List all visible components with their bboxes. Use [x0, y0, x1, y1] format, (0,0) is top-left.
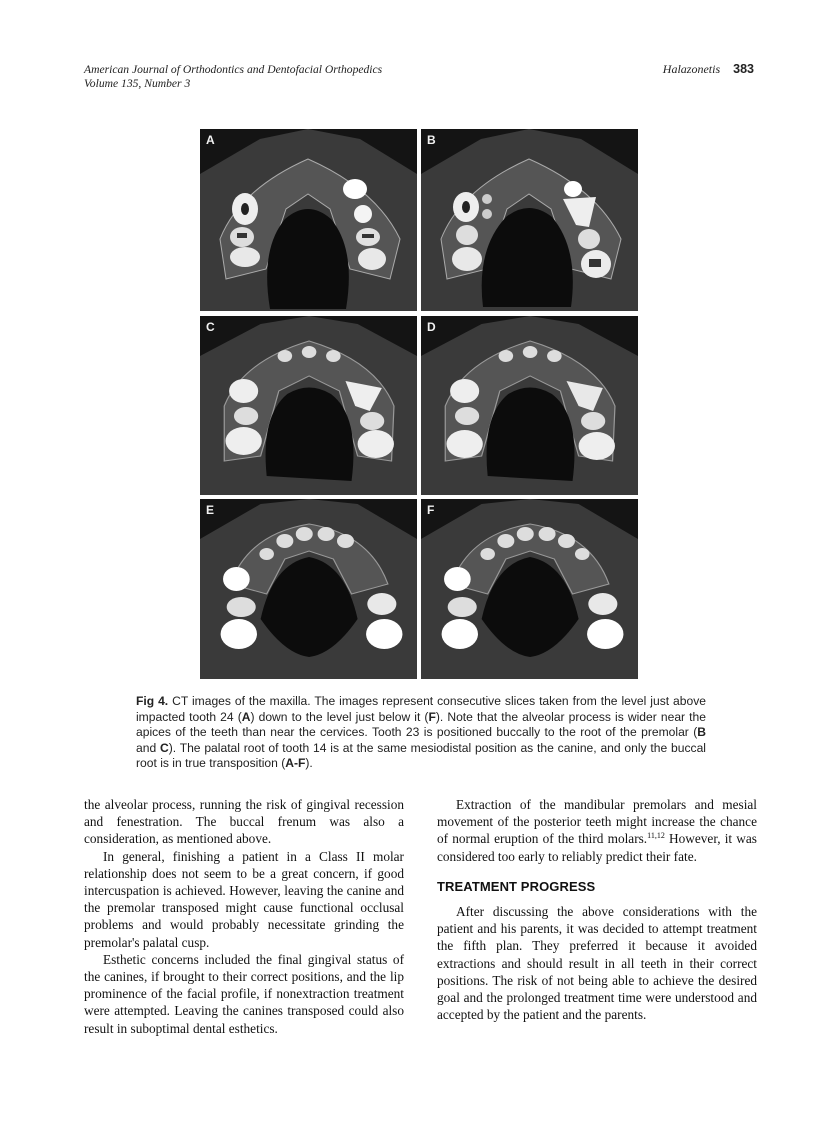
paragraph: In general, finishing a patient in a Class II molar relationship does not seem to be a great concern, if good intercuspation is achieved. However, leaving the canine and the premolar transposed might cause functional occlusal problems and would probably necessitate grinding the premolar's palatal cusp.: [84, 848, 404, 950]
caption-text: CT images of the maxilla. The images represent consecutive slices taken from the level just above impacted tooth 24 (: [136, 694, 706, 724]
ct-scan-image: [200, 316, 417, 495]
ct-panel-d: [421, 316, 638, 495]
body-column-left: [84, 796, 404, 1037]
ct-panel-a: [200, 129, 417, 311]
paragraph: [437, 796, 757, 865]
figure-caption: [136, 694, 706, 772]
ct-scan-image: [421, 129, 638, 311]
panel-label: A: [206, 133, 215, 147]
author-name: Halazonetis: [662, 62, 721, 76]
panel-label: F: [427, 503, 435, 517]
ct-panel-e: [200, 499, 417, 679]
caption-ref: F: [428, 709, 436, 724]
figure-label: Fig 4.: [136, 694, 169, 708]
paragraph-text: Extraction of the mandibular premolars and mesial movement of the posterior teeth might increase the chance of normal eruption of the third molars.: [437, 797, 757, 847]
figure-ct-grid: [200, 129, 638, 679]
body-column-right: [437, 796, 757, 1023]
panel-label: C: [206, 319, 215, 334]
journal-title: American Journal of Orthodontics and Dentofacial Orthopedics: [84, 63, 383, 76]
caption-text: ). Note that the alveolar process is wider near the apices of the teeth than near the cervices. Tooth 23 is positioned buccally to the root of the premolar (: [136, 709, 706, 739]
caption-text: ) down to the level just below it (: [250, 709, 429, 724]
caption-text: ).: [305, 756, 313, 770]
paragraph: After discussing the above considerations with the patient and his parents, it was decided to attempt treatment the fifth plan. They preferred it because it avoided extractions and should result in all teeth in their correct positions. The risk of not being able to achieve the desired goal and the prolonged treatment time were understood and accepted by the patient and the parents.: [437, 904, 757, 1023]
caption-ref: B: [697, 725, 706, 739]
caption-ref: A-F: [285, 756, 306, 770]
paragraph: the alveolar process, running the risk of gingival recession and fenestration. The buccal frenum was also a consideration, as mentioned above.: [84, 797, 404, 847]
ct-scan-image: [200, 499, 417, 679]
panel-label: E: [206, 503, 215, 517]
caption-ref: C: [159, 740, 169, 755]
ct-panel-f: [421, 499, 638, 679]
journal-volume: Volume 135, Number 3: [84, 77, 191, 90]
citation-refs: 11,12: [647, 831, 665, 841]
ct-scan-image: [200, 129, 417, 311]
panel-label: D: [427, 319, 436, 334]
paragraph: Esthetic concerns included the final gingival status of the canines, if brought to their correct positions, and the lip prominence of the facial profile, if nonextraction treatment were attempted. Leaving the canines transposed could also result in suboptimal dental esthetics.: [84, 951, 404, 1036]
ct-panel-c: [200, 316, 417, 495]
paragraph-text: However, it was considered too early to reliably predict their fate.: [437, 831, 757, 864]
caption-text: and: [136, 740, 160, 755]
caption-ref: A: [241, 709, 251, 724]
running-head-journal: [84, 63, 382, 91]
panel-label: B: [427, 133, 436, 147]
running-head-page: [663, 62, 754, 77]
caption-text: ). The palatal root of tooth 14 is at the same mesiodistal position as the canine, and only the buccal root is in true transposition (: [136, 740, 706, 770]
ct-scan-image: [421, 499, 638, 679]
page-number: 383: [733, 62, 754, 76]
ct-panel-b: [421, 129, 638, 311]
ct-scan-image: [421, 316, 638, 495]
section-heading: TREATMENT PROGRESS: [437, 878, 596, 894]
